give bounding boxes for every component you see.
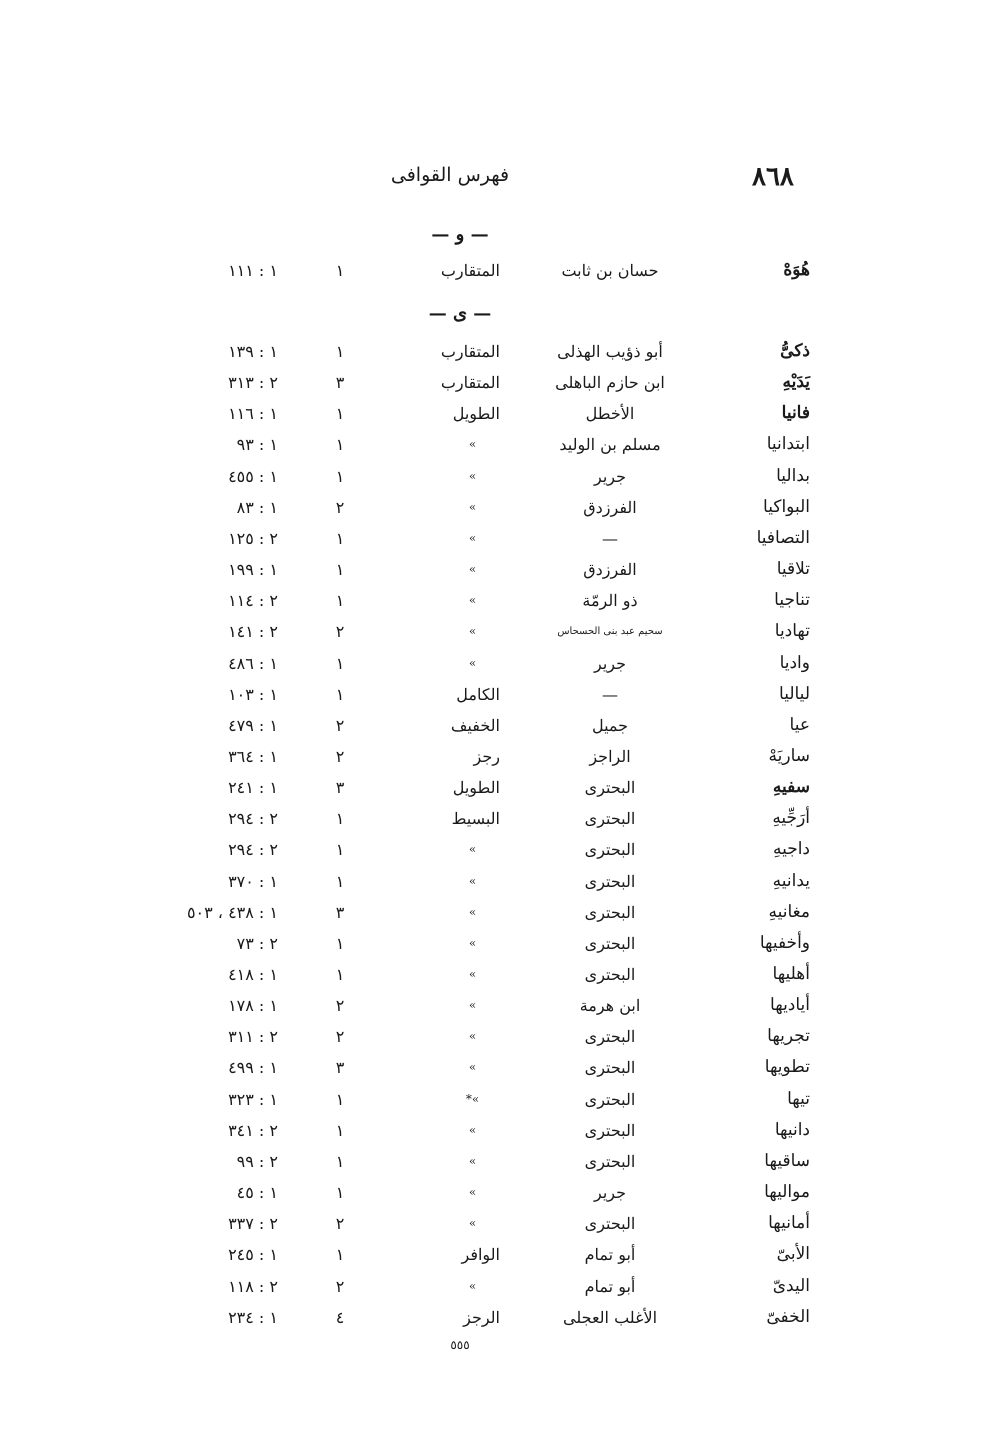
rhyme-word: الخفىّ bbox=[766, 1306, 810, 1327]
page-reference: ١ : ١٧٨ bbox=[228, 996, 278, 1016]
verse-count: ١ bbox=[335, 653, 345, 673]
index-row bbox=[0, 648, 1005, 679]
rhyme-word: واديا bbox=[779, 652, 810, 673]
rhyme-word: مغانيهِ bbox=[768, 901, 810, 922]
page-reference: ٢ : ٣٤١ bbox=[228, 1120, 278, 1140]
page-reference: ٢ : ١٤١ bbox=[228, 622, 278, 642]
poet-name: جميل bbox=[591, 715, 629, 735]
index-row bbox=[0, 928, 1005, 959]
index-row bbox=[0, 616, 1005, 647]
index-row bbox=[0, 1146, 1005, 1177]
index-row bbox=[0, 461, 1005, 492]
meter: » bbox=[468, 998, 477, 1013]
verse-count: ١ bbox=[335, 840, 345, 860]
poet-name: البحترى bbox=[584, 778, 636, 798]
index-row bbox=[0, 1052, 1005, 1083]
rhyme-word: تيها bbox=[787, 1088, 810, 1109]
index-row bbox=[0, 1115, 1005, 1146]
meter: الخفيف bbox=[450, 715, 500, 735]
index-row bbox=[0, 1021, 1005, 1052]
page-reference: ١ : ٢٤١ bbox=[228, 778, 278, 798]
page-reference: ١ : ١٩٩ bbox=[228, 560, 278, 579]
verse-count: ٢ bbox=[335, 497, 345, 517]
verse-count: ١ bbox=[335, 528, 345, 548]
verse-count: ١ bbox=[335, 261, 345, 280]
poet-name: سحيم عبد بنى الحسحاس bbox=[557, 626, 663, 638]
index-row bbox=[0, 866, 1005, 897]
poet-name: الراجز bbox=[589, 747, 631, 766]
index-row bbox=[0, 679, 1005, 710]
meter: » bbox=[468, 562, 477, 576]
page-reference: ٢ : ١١٨ bbox=[228, 1276, 278, 1296]
poet-name: حسان بن ثابت bbox=[561, 261, 659, 280]
meter: المتقارب bbox=[440, 261, 500, 280]
rhyme-word: اليدىّ bbox=[772, 1275, 810, 1296]
meter: المتقارب bbox=[440, 373, 500, 393]
index-row bbox=[0, 336, 1005, 367]
page-title: فهرس القوافى bbox=[390, 164, 510, 186]
verse-count: ١ bbox=[335, 684, 345, 704]
verse-count: ١ bbox=[335, 435, 345, 455]
verse-count: ٤ bbox=[335, 1307, 345, 1327]
verse-count: ١ bbox=[335, 591, 345, 611]
verse-count: ١ bbox=[335, 1151, 345, 1171]
index-row bbox=[0, 772, 1005, 803]
index-row bbox=[0, 897, 1005, 928]
meter: » bbox=[468, 1122, 477, 1137]
page-reference: ١ : ١٣٩ bbox=[228, 342, 278, 361]
verse-count: ١ bbox=[335, 1089, 345, 1109]
meter: » bbox=[468, 1029, 477, 1044]
page-reference: ٢ : ١٢٥ bbox=[228, 528, 278, 548]
rhyme-word: يدانيهِ bbox=[772, 870, 810, 891]
index-row bbox=[0, 523, 1005, 554]
rhyme-word: أمانيها bbox=[768, 1213, 810, 1234]
page-reference: ١ : ٩٣ bbox=[236, 435, 278, 455]
poet-name: ذو الرمّة bbox=[582, 591, 638, 611]
verse-count: ٢ bbox=[335, 1276, 345, 1296]
page-reference: ٢ : ٢٩٤ bbox=[228, 809, 278, 829]
page-reference: ٢ : ٣٣٧ bbox=[228, 1214, 278, 1234]
page-reference: ١ : ١١٦ bbox=[228, 404, 278, 424]
poet-name: البحترى bbox=[584, 1214, 636, 1234]
verse-count: ٢ bbox=[335, 622, 345, 642]
index-row bbox=[0, 585, 1005, 616]
poet-name: الفرزدق bbox=[583, 560, 637, 579]
verse-count: ٣ bbox=[335, 373, 345, 393]
verse-count: ١ bbox=[335, 560, 345, 579]
poet-name: الأغلب العجلى bbox=[562, 1307, 658, 1327]
rhyme-word: ساريَهْ bbox=[768, 746, 810, 766]
verse-count: ١ bbox=[335, 871, 345, 891]
poet-name: البحترى bbox=[584, 1089, 636, 1109]
page-reference: ٢ : ٣١١ bbox=[228, 1027, 278, 1047]
verse-count: ٣ bbox=[335, 1058, 345, 1078]
poet-name: البحترى bbox=[584, 933, 636, 953]
verse-count: ٣ bbox=[335, 778, 345, 798]
page-reference: ١ : ٣٧٠ bbox=[228, 871, 278, 891]
page-reference: ١ : ١٠٣ bbox=[228, 684, 278, 704]
meter: » bbox=[468, 530, 477, 545]
rhyme-word: مواليها bbox=[764, 1182, 810, 1202]
verse-count: ٢ bbox=[335, 996, 345, 1016]
poet-name: جرير bbox=[594, 1183, 626, 1202]
index-row bbox=[0, 1271, 1005, 1302]
rhyme-word: تلاقيا bbox=[776, 559, 810, 579]
verse-count: ١ bbox=[335, 1245, 345, 1265]
page-reference: ٢ : ٧٣ bbox=[236, 933, 278, 953]
poet-name: البحترى bbox=[584, 1027, 636, 1047]
meter: » bbox=[468, 1153, 477, 1168]
page-reference: ١ : ٤٨٦ bbox=[228, 653, 278, 673]
rhyme-word: أياديها bbox=[770, 995, 810, 1016]
verse-count: ٢ bbox=[335, 747, 345, 766]
meter: » bbox=[468, 967, 477, 981]
poet-name: البحترى bbox=[584, 902, 636, 922]
page-reference: ١ : ٢٣٤ bbox=[228, 1307, 278, 1327]
rhyme-word: تهاديا bbox=[774, 621, 810, 642]
page-reference: ٢ : ٣١٣ bbox=[228, 373, 278, 393]
rhyme-word: أهليها bbox=[772, 964, 810, 984]
meter: » bbox=[468, 1185, 477, 1199]
section-heading: — و — bbox=[431, 224, 489, 245]
verse-count: ١ bbox=[335, 342, 345, 361]
poet-name: — bbox=[602, 528, 618, 548]
meter: » bbox=[468, 624, 477, 639]
index-row bbox=[0, 1084, 1005, 1115]
meter: رجز bbox=[473, 747, 500, 766]
rhyme-word: البواكيا bbox=[763, 496, 810, 517]
index-row bbox=[0, 959, 1005, 990]
index-row bbox=[0, 741, 1005, 772]
verse-count: ١ bbox=[335, 933, 345, 953]
page-reference: ١ : ٨٣ bbox=[236, 497, 278, 517]
index-row bbox=[0, 1239, 1005, 1270]
rhyme-word: الأبىّ bbox=[776, 1244, 810, 1265]
rhyme-word: داجيهِ bbox=[772, 839, 810, 860]
rhyme-word: تطويها bbox=[764, 1057, 810, 1078]
rhyme-word: ساقيها bbox=[764, 1150, 810, 1171]
meter: » bbox=[468, 468, 477, 483]
rhyme-word: ابتدانيا bbox=[766, 434, 810, 455]
poet-name: البحترى bbox=[584, 809, 636, 829]
meter: » bbox=[468, 842, 477, 857]
section-heading: — ى — bbox=[428, 303, 492, 324]
index-row bbox=[0, 803, 1005, 834]
verse-count: ٣ bbox=[335, 902, 345, 922]
rhyme-word: أرَجِّيهِ bbox=[772, 808, 810, 829]
rhyme-word: عيا bbox=[789, 714, 810, 735]
poet-name: الفرزدق bbox=[583, 497, 637, 517]
page-reference: ٢ : ٩٩ bbox=[236, 1151, 278, 1171]
index-row bbox=[0, 1208, 1005, 1239]
poet-name: أبو تمام bbox=[584, 1276, 636, 1296]
poet-name: البحترى bbox=[584, 1151, 636, 1171]
page-reference: ١ : ١١١ bbox=[228, 261, 278, 280]
verse-count: ١ bbox=[335, 809, 345, 829]
meter: الوافر bbox=[461, 1245, 500, 1265]
page-reference: ١ : ٤٥ bbox=[236, 1183, 278, 1202]
verse-count: ٢ bbox=[335, 1214, 345, 1234]
poet-name: الأخطل bbox=[585, 404, 635, 424]
page-reference: ١ : ٤١٨ bbox=[228, 965, 278, 984]
meter: » bbox=[468, 873, 477, 888]
poet-name: البحترى bbox=[584, 1120, 636, 1140]
index-row bbox=[0, 1302, 1005, 1333]
index-row bbox=[0, 990, 1005, 1021]
meter: الطويل bbox=[452, 778, 500, 798]
meter: » bbox=[468, 1278, 477, 1293]
rhyme-word: سفيهِ bbox=[772, 777, 810, 798]
verse-count: ١ bbox=[335, 404, 345, 424]
poet-name: أبو تمام bbox=[584, 1245, 636, 1265]
poet-name: ابن حازم الباهلى bbox=[555, 373, 665, 393]
end-ornament: ٥٥٥ bbox=[450, 1338, 470, 1352]
poet-name: — bbox=[602, 684, 618, 704]
meter: » bbox=[468, 1060, 477, 1075]
poet-name: البحترى bbox=[584, 871, 636, 891]
page-reference: ١ : ٤٩٩ bbox=[228, 1058, 278, 1078]
poet-name: ابن هرمة bbox=[579, 996, 641, 1016]
index-row bbox=[0, 554, 1005, 585]
page-reference: ١ : ٢٤٥ bbox=[228, 1245, 278, 1265]
rhyme-word: وأخفيها bbox=[759, 932, 810, 953]
rhyme-word: دانيها bbox=[774, 1119, 810, 1140]
rhyme-word: تجريها bbox=[767, 1026, 810, 1047]
verse-count: ١ bbox=[335, 466, 345, 486]
meter: الرجز bbox=[463, 1307, 500, 1327]
index-row bbox=[0, 367, 1005, 398]
page-reference: ١ : ٣٢٣ bbox=[228, 1089, 278, 1109]
poet-name: مسلم بن الوليد bbox=[559, 435, 661, 455]
index-row bbox=[0, 255, 1005, 286]
poet-name: البحترى bbox=[584, 965, 636, 984]
poet-name: جرير bbox=[594, 653, 626, 673]
poet-name: البحترى bbox=[584, 840, 636, 860]
page-number: ٨٦٨ bbox=[752, 162, 794, 192]
index-row bbox=[0, 398, 1005, 429]
page-reference: ١ : ٤٧٩ bbox=[228, 715, 278, 735]
poet-name: البحترى bbox=[584, 1058, 636, 1078]
page-reference: ٢ : ١١٤ bbox=[228, 591, 278, 611]
meter: البسيط bbox=[451, 809, 500, 829]
poet-name: جرير bbox=[594, 466, 626, 486]
page-reference: ١ : ٤٣٨ ، ٥٠٣ bbox=[186, 902, 278, 922]
verse-count: ٢ bbox=[335, 1027, 345, 1047]
verse-count: ١ bbox=[335, 1183, 345, 1202]
meter: الطويل bbox=[452, 404, 500, 424]
meter: » bbox=[468, 593, 477, 608]
poet-name: أبو ذؤيب الهذلى bbox=[557, 342, 663, 361]
page-reference: ١ : ٣٦٤ bbox=[228, 747, 278, 766]
page-reference: ٢ : ٢٩٤ bbox=[228, 840, 278, 860]
index-row bbox=[0, 710, 1005, 741]
rhyme-word: يَدَيْهِ bbox=[782, 372, 810, 393]
index-row bbox=[0, 429, 1005, 460]
index-row bbox=[0, 1177, 1005, 1208]
meter: الكامل bbox=[456, 684, 500, 704]
rhyme-word: فانيا bbox=[781, 403, 810, 424]
rhyme-word: ذكىُّ bbox=[780, 341, 810, 361]
index-row bbox=[0, 492, 1005, 523]
rhyme-word: هُوَهْ bbox=[783, 260, 810, 280]
verse-count: ١ bbox=[335, 965, 345, 984]
meter: » bbox=[468, 655, 477, 670]
rhyme-word: تناجيا bbox=[774, 590, 810, 611]
meter: المتقارب bbox=[440, 342, 500, 361]
meter: »* bbox=[465, 1091, 480, 1106]
verse-count: ٢ bbox=[335, 715, 345, 735]
rhyme-word: بداليا bbox=[776, 465, 810, 486]
meter: » bbox=[468, 935, 477, 950]
verse-count: ١ bbox=[335, 1120, 345, 1140]
meter: » bbox=[468, 499, 477, 514]
page-reference: ١ : ٤٥٥ bbox=[228, 466, 278, 486]
meter: » bbox=[468, 1216, 477, 1231]
rhyme-word: لياليا bbox=[779, 683, 810, 704]
meter: » bbox=[468, 437, 477, 452]
rhyme-word: التصافيا bbox=[756, 527, 810, 548]
meter: » bbox=[468, 904, 477, 919]
index-row bbox=[0, 834, 1005, 865]
